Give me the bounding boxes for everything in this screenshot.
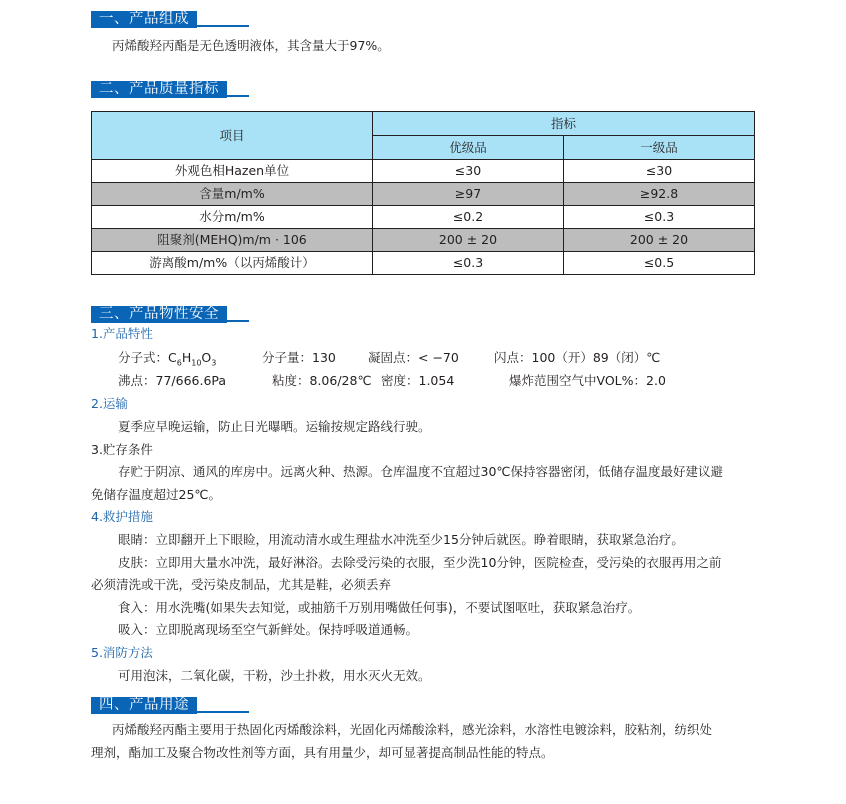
composition-text: 丙烯酸羟丙酯是无色透明液体，其含量大于97%。 xyxy=(112,38,390,53)
section-heading-quality xyxy=(91,78,249,97)
header-first-grade: 一级品 xyxy=(564,136,755,160)
section-title: 一、产品组成 xyxy=(91,11,197,28)
first-aid-skin-line2: 必须清洗或干洗，受污染皮制品，尤其是鞋，必须丢弃 xyxy=(91,577,392,592)
first-aid-ingestion: 食入：用水洗嘴(如果失去知觉，或抽筋千万别用嘴做任何事)，不要试图呕吐，获取紧急治疗。 xyxy=(118,600,641,615)
section-title: 四、产品用途 xyxy=(91,697,197,714)
row-premium: ≤30 xyxy=(373,160,564,183)
transport-text: 夏季应早晚运输，防止日光曝晒。运输按规定路线行驶。 xyxy=(118,419,431,434)
quality-spec-table xyxy=(91,111,755,275)
molecular-weight: 分子量：130 xyxy=(262,350,336,365)
table-row xyxy=(92,206,755,229)
first-aid-skin-line1: 皮肤：立即用大量水冲洗，最好淋浴。去除受污染的衣服，至少洗10分钟，医院检查，受污染的衣服再用之前 xyxy=(118,555,722,570)
row-first: 200 ± 20 xyxy=(564,229,755,252)
subheading-storage: 3.贮存条件 xyxy=(91,442,153,457)
header-item: 项目 xyxy=(92,112,373,160)
table-row xyxy=(92,160,755,183)
row-item: 阻聚剂(MEHQ)m/m · 106 xyxy=(92,229,373,252)
section-heading-safety xyxy=(91,303,249,322)
storage-text-line2: 免储存温度超过25℃。 xyxy=(91,487,221,502)
row-first: ≤30 xyxy=(564,160,755,183)
table-row xyxy=(92,252,755,275)
explosion-range: 爆炸范围空气中VOL%：2.0 xyxy=(509,373,666,388)
section-title: 三、产品物性安全 xyxy=(91,306,227,323)
subheading-first-aid: 4.救护措施 xyxy=(91,509,153,524)
row-first: ≥92.8 xyxy=(564,183,755,206)
row-premium: ≤0.3 xyxy=(373,252,564,275)
row-premium: ≤0.2 xyxy=(373,206,564,229)
usage-text-line1: 丙烯酸羟丙酯主要用于热固化丙烯酸涂料，光固化丙烯酸涂料，感光涂料，水溶性电镀涂料，胶粘剂，纺织处 xyxy=(112,722,713,737)
usage-text-line2: 理剂，酯加工及聚合物改性剂等方面，具有用量少，却可显著提高制品性能的特点。 xyxy=(91,745,554,760)
density: 密度：1.054 xyxy=(381,373,455,388)
first-aid-inhalation: 吸入：立即脱离现场至空气新鲜处。保持呼吸道通畅。 xyxy=(118,622,419,637)
row-first: ≤0.5 xyxy=(564,252,755,275)
header-premium: 优级品 xyxy=(373,136,564,160)
first-aid-eye: 眼睛：立即翻开上下眼睑，用流动清水或生理盐水冲洗至少15分钟后就医。睁着眼睛，获取紧急治疗。 xyxy=(118,532,684,547)
row-premium: ≥97 xyxy=(373,183,564,206)
section-heading-composition xyxy=(91,8,249,27)
subheading-properties: 1.产品特性 xyxy=(91,326,153,341)
firefighting-text: 可用泡沫，二氧化碳，干粉，沙土扑救，用水灭火无效。 xyxy=(118,668,431,683)
subheading-firefighting: 5.消防方法 xyxy=(91,645,153,660)
table-row xyxy=(92,183,755,206)
section-title: 二、产品质量指标 xyxy=(91,81,227,98)
row-item: 含量m/m% xyxy=(92,183,373,206)
section-heading-usage xyxy=(91,694,249,713)
freezing-point: 凝固点：< −70 xyxy=(368,350,459,365)
boiling-point: 沸点：77/666.6Pa xyxy=(118,373,227,388)
row-item: 游离酸m/m%（以丙烯酸计） xyxy=(92,252,373,275)
row-item: 外观色相Hazen单位 xyxy=(92,160,373,183)
storage-text-line1: 存贮于阴凉、通风的库房中。远离火种、热源。仓库温度不宜超过30℃保持容器密闭，低储存温度最好建议避 xyxy=(118,464,723,479)
table-row xyxy=(92,229,755,252)
row-item: 水分m/m% xyxy=(92,206,373,229)
formula: 分子式：$C_6H_{10}O_3$ xyxy=(118,350,217,368)
row-first: ≤0.3 xyxy=(564,206,755,229)
row-premium: 200 ± 20 xyxy=(373,229,564,252)
flash-point: 闪点：100（开）89（闭）℃ xyxy=(494,350,661,365)
subheading-transport: 2.运输 xyxy=(91,396,128,411)
header-index: 指标 xyxy=(373,112,755,136)
viscosity: 粘度：8.06/28℃ xyxy=(272,373,372,388)
